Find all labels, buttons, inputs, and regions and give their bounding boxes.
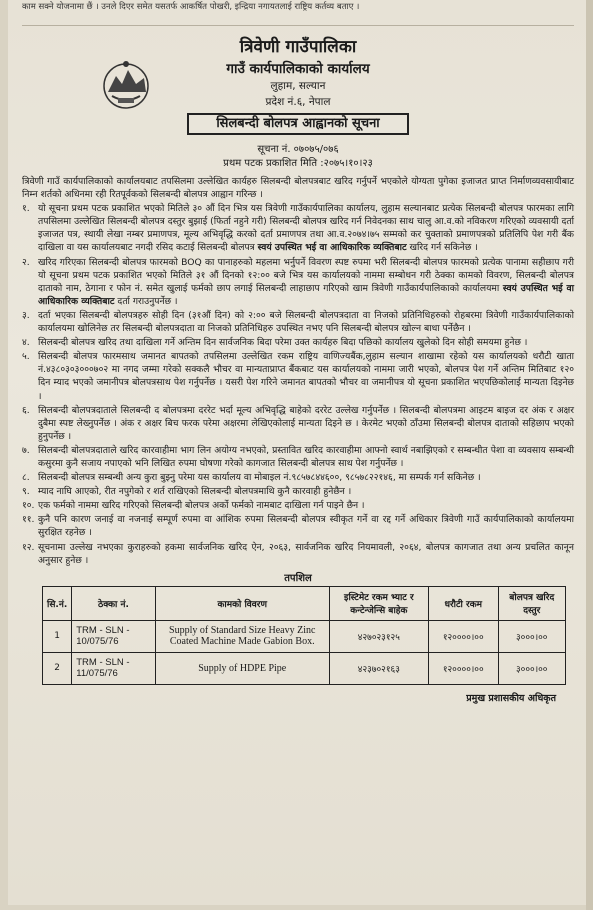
col-header-description: कामको विवरण [155, 586, 329, 620]
col-header-contract: ठेक्का नं. [72, 586, 155, 620]
condition-text [38, 541, 574, 567]
row-contract-no: TRM - SLN - 11/075/76 [72, 652, 155, 684]
row-sn: 1 [43, 620, 72, 652]
notice-body [22, 175, 574, 567]
condition-emphasis: स्वयं उपस्थित भई वा आधिकारिक व्यक्तिबाट [257, 242, 407, 254]
condition-body: सिलबन्दी बोलपत्रदाताले खरिद कारवाहीमा भाग लिन अयोग्य नभएको, प्रस्तावित खरिद कारवाहीमा आफ्नो स्वार्थ नबाझिएको र सम्बन्धीत पेशा वा व्यवसाय सम्बन्धी कसुरमा कुनै सजाय नपाएको भनि लिखित रुपमा घोषणा गरेको कागजात सिलबन्दी बोलपत्र साथ पेश गर्नुपर्नेछ । [38, 444, 574, 469]
condition-number: ८. [22, 472, 30, 484]
notice-number: सूचना नं. ०७०७५/०७६ [257, 144, 339, 155]
condition-emphasis: स्वयं उपस्थित भई वा आधिकारिक व्यक्तिबाट [38, 282, 575, 307]
row-estimate: ४२३७०२१६३ [329, 652, 428, 684]
condition-text [38, 336, 574, 349]
nepal-emblem-icon [98, 56, 154, 112]
condition-number: ३. [22, 309, 30, 321]
condition-number: ५. [22, 351, 30, 363]
condition-body: एक फर्मको नाममा खरिद गरिएको सिलबन्दी बोलपत्र अर्को फर्मको नामबाट दाखिला गर्न पाइने छैन । [38, 500, 365, 512]
condition-text [38, 513, 574, 539]
table-header-row [43, 586, 566, 620]
table-row [43, 620, 566, 652]
condition-number: १०. [22, 500, 35, 512]
col-header-deposit: धरौटी रकम [428, 586, 498, 620]
condition-item [22, 404, 574, 443]
condition-number: ९. [22, 486, 30, 498]
condition-text [38, 404, 574, 443]
notice-header [22, 34, 574, 138]
condition-body: सिलबन्दी बोलपत्र सम्बन्धी अन्य कुरा बुझ्नु परेमा यस कार्यालय वा मोबाइल नं.९८५७८४४६००, ९८५७८२२१४६, मा सम्पर्क गर्न सकिनेछ । [38, 472, 481, 484]
condition-number: १. [22, 203, 30, 215]
signatory-title: प्रमुख प्रशासकीय अधिकृत [466, 692, 556, 704]
condition-text [38, 202, 574, 254]
col-header-fee: बोलपत्र खरिद दस्तुर [498, 586, 565, 620]
condition-item [22, 513, 574, 539]
condition-item [22, 336, 574, 349]
newspaper-notice [8, 0, 586, 905]
intro-paragraph: त्रिवेणी गाउँ कार्यपालिकाको कार्यालयबाट तपसिलमा उल्लेखित कार्यहरु सिलबन्दी बोलपत्रबाट खरिद गर्नुपर्ने भएकोले योग्यता पुगेका इजाजत प्राप्त निर्माणव्यवसायीबाट निम्न शर्तको अधिनमा रही रितपूर्वकको सिलबन्दी बोलपत्र आह्वान गरिन्छ । [22, 176, 574, 201]
schedule-table [42, 586, 566, 685]
condition-body: सूचनामा उल्लेख नभएका कुराहरुको हकमा सार्वजनिक खरिद ऐन, २०६३, सार्वजनिक खरिद नियमावली, २०६४, बोलपत्र कागजात तथा अन्य प्रचलित कानून अनुसार हुनेछ । [38, 541, 574, 566]
publish-date: प्रथम पटक प्रकाशित मिति :२०७५।१०।२३ [223, 158, 373, 169]
col-header-sn: सि.नं. [43, 586, 72, 620]
condition-text [38, 309, 574, 335]
condition-body: यो सूचना प्रथम पटक प्रकाशित भएको मितिले ३० औं दिन भित्र यस त्रिवेणी गाउँकार्यपालिका कार्यालय, लुहाम सल्यानबाट प्रत्येक सिलबन्दी बोलपत्र फारमका लागि तपसिलमा उल्लेखित सिलबन्दी बोलपत्र दस्तुर बुझाई (फिर्ता नहुने गरी) सिलबन्दी बोलपत्र खरिद गर्न निवेदनका साथ चालु आ.व.को नविकरण गरिएको व्यवसायी दर्ता इजाजत पत्र, स्थायी लेखा नम्बर प्रमाणपत्र, मूल्य अभिवृद्धि करको दर्ता प्रमाणपत्र तथा आ.व.२०७४।७५ सम्मको कर चुक्ताको प्रमाणपत्रको प्रतिलिपि पेश गरी बैंक दाखिला वा यस कार्यालयबाट नगदी रसिद कटाई सिलबन्दी बोलपत्र [38, 203, 574, 254]
condition-text [38, 444, 574, 470]
condition-number: ६. [22, 404, 30, 416]
condition-body: कुनै पनि कारण जनाई वा नजनाई सम्पूर्ण रुपमा वा आंशिक रुपमा सिलबन्दी बोलपत्र स्वीकृत गर्ने वा रद्द गर्ने अधिकार त्रिवेणी गाउँ कार्यपालिकाको कार्यालयमा सुरक्षित रहनेछ । [38, 514, 574, 539]
condition-body: म्याद नाघि आएको, रीत नपुगेको र शर्त राखिएको सिलबन्दी बोलपत्रमाथि कुनै कारवाही हुनेछैन । [38, 486, 352, 498]
condition-item [22, 444, 574, 470]
condition-item [22, 256, 574, 308]
condition-text [38, 499, 574, 512]
condition-number: ११. [22, 514, 35, 526]
condition-text [38, 256, 574, 308]
condition-body: दर्ता भएका सिलबन्दी बोलपत्रहरु सोही दिन (३१औं दिन) को २:०० बजे सिलबन्दी बोलपत्रदाता वा निजको प्रतिनिधिहरुको रोहबरमा त्रिवेणी गाउँकार्यपालिकाको कार्यालयमा खोलिनेछ तर सिलबन्दी बोलपत्रदाता वा निजको प्रतिनिधिहरु उपस्थित नभए पनि सिलबन्दी बोलपत्र खोल्न बाधा पर्नेछैन । [38, 309, 574, 335]
page-edge [586, 0, 593, 910]
office-address: लुहाम, सल्यान [270, 80, 326, 92]
row-description: Supply of Standard Size Heavy Zinc Coated Machine Made Gabion Box. [155, 620, 329, 652]
condition-tail: खरिद गर्न सकिनेछ । [406, 242, 478, 254]
col-header-estimate: इस्टिमेट रकम भ्याट र कन्टेन्जेन्सि बाहेक [329, 586, 428, 620]
province-line: प्रदेश नं.६, नेपाल [265, 96, 331, 108]
table-row [43, 652, 566, 684]
row-contract-no: TRM - SLN - 10/075/76 [72, 620, 155, 652]
condition-item [22, 541, 574, 567]
row-description: Supply of HDPE Pipe [155, 652, 329, 684]
condition-number: ४. [22, 337, 30, 349]
office-name: गाउँ कार्यपालिकाको कार्यालय [226, 61, 370, 77]
previous-article-strip: काम सक्ने योजनामा छैं । उनले दिएर समेत यसतर्फ आकर्षित पोखरी, इन्द्रिया नगायतलाई राष्ट्रिय कर्तव्य बताए । [22, 0, 574, 26]
condition-number: १२. [22, 541, 35, 553]
condition-number: ७. [22, 444, 30, 456]
condition-text [38, 485, 574, 498]
municipality-name: त्रिवेणी गाउँपालिका [239, 37, 357, 57]
notice-meta [22, 143, 574, 171]
row-estimate: ४२७०२३१२५ [329, 620, 428, 652]
condition-item [22, 309, 574, 335]
condition-item [22, 485, 574, 498]
row-deposit: १२००००।०० [428, 652, 498, 684]
condition-text [38, 350, 574, 402]
condition-body: सिलबन्दी बोलपत्र फारमसाथ जमानत बापतको तपसिलमा उल्लेखित रकम राष्ट्रिय वाणिज्यबैंक,लुहाम सल्यान शाखामा रहेको यस कार्यालयको धरौटी खाता नं.४३८०३०३०००७०२ मा नगद जम्मा गरेको सक्कलै भौचर वा मान्यताप्राप्त बैंकबाट यस कार्यालयको नाममा जारी भएको, बोलपत्र पेश गर्ने अन्तिम मितिबाट १२० दिन म्याद भएको जमानीपत्र बोलपत्रसाथ पेश गर्नुपर्नेछ । यसरी पेश गरिने जमानत बापतको भौचर वा जमानीपत्र यो सूचना प्रकाशित भएपछिकोलाई मान्यता दिइनेछ । [38, 351, 574, 402]
row-deposit: १२००००।०० [428, 620, 498, 652]
condition-text [38, 471, 574, 484]
condition-item [22, 350, 574, 402]
condition-body: खरिद गरिएका सिलबन्दी बोलपत्र फारमको BOQ का पानाहरुको महलमा भर्नुपर्ने विवरण स्पष्ट रुपमा भरी सिलबन्दी बोलपत्र फारमको प्रत्येक पानामा सहीछाप गरी यो सूचना प्रथम पटक प्रकाशित भएको मितिले ३१ औं दिनको १२:०० बजे भित्र यस कार्यालयको नाममा सम्बोधन गरी ठेक्का कामको विवरण, सिलबन्दी बोलपत्र दाताको नाम, ठेगाना र फोन नं. समेत खुलाई फर्मको छाप लगाई सिलबन्दी लाहाछाप गरिएको खाम त्रिवेणी गाउँकार्यपालिकाको कार्यालयमा [38, 256, 574, 294]
conditions-list [22, 202, 574, 567]
row-fee: ३०००।०० [498, 652, 565, 684]
table-caption: तपशिल [284, 572, 312, 584]
condition-item [22, 471, 574, 484]
condition-body: सिलबन्दी बोलपत्र खरिद तथा दाखिला गर्ने अन्तिम दिन सार्वजनिक बिदा परेमा उक्त कार्यहरु बिदा पछिको कार्यालय खुलेको दिन सोही समयमा हुनेछ । [38, 337, 528, 349]
row-fee: ३०००।०० [498, 620, 565, 652]
condition-number: २. [22, 256, 30, 268]
notice-title: सिलबन्दी बोलपत्र आह्वानको सूचना [187, 113, 409, 135]
condition-body: सिलबन्दी बोलपत्रदाताले सिलबन्दी द बोलपत्रमा दररेट भर्दा मूल्य अभिवृद्धि बाहेको दररेट उल्लेख गर्नुपर्नेछ । सिलबन्दी बोलपत्रमा आइटम बाइज दर अंक र अक्षर दुबैमा स्पष्ट लेख्नुपर्नेछ । अंक र अक्षर बिच फरक परेमा अक्षरमा लेखिएकोलाई मान्यता दिइने छ । केरमेट भएको ठाँउमा सिलबन्दी बोलपत्र दाताको सहिछाप भएको हुनुपर्नेछ । [38, 404, 574, 442]
condition-tail: दर्ता गराउनुपर्नेछ । [114, 295, 178, 307]
row-sn: 2 [43, 652, 72, 684]
condition-item [22, 499, 574, 512]
condition-item [22, 202, 574, 254]
